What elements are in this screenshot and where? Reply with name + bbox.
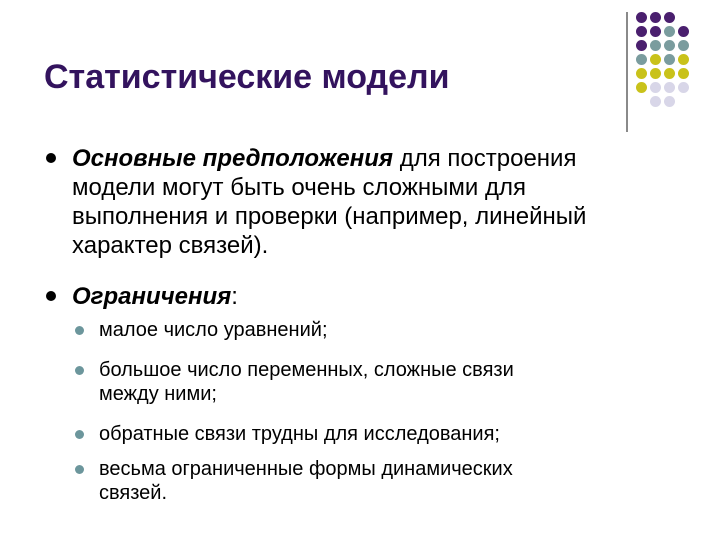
decorative-dot bbox=[636, 12, 647, 23]
sub-bullet-dot bbox=[75, 366, 84, 375]
bullet-item-assumptions bbox=[72, 144, 712, 260]
decorative-dot bbox=[664, 96, 675, 107]
sub-bullet-item bbox=[99, 422, 689, 446]
decorative-dot bbox=[664, 40, 675, 51]
sub-bullet-item bbox=[99, 318, 689, 342]
decorative-dot bbox=[678, 54, 689, 65]
decorative-dot bbox=[636, 26, 647, 37]
decorative-dot bbox=[650, 26, 661, 37]
decorative-dot bbox=[678, 40, 689, 51]
decorative-dot bbox=[664, 82, 675, 93]
bullet-emphasis: Основные предположения bbox=[72, 145, 394, 172]
sub-bullet-dot bbox=[75, 430, 84, 439]
decorative-dot bbox=[636, 82, 647, 93]
bullet-line: характер связей). bbox=[72, 232, 269, 259]
bullet-line: модели могут быть очень сложными для bbox=[72, 174, 526, 201]
sub-bullet-line: обратные связи трудны для исследования; bbox=[99, 423, 500, 445]
decorative-dot bbox=[650, 68, 661, 79]
decorative-dot bbox=[650, 96, 661, 107]
decorative-dot bbox=[678, 26, 689, 37]
decorative-dot bbox=[664, 12, 675, 23]
decorative-dot bbox=[664, 68, 675, 79]
sub-bullet-item bbox=[99, 457, 689, 505]
sub-bullet-item bbox=[99, 358, 689, 406]
bullet-dot bbox=[46, 291, 56, 301]
decorative-dot bbox=[636, 40, 647, 51]
sub-bullet-dot bbox=[75, 465, 84, 474]
bullet-text: для построения bbox=[399, 145, 577, 172]
sub-bullet-dot bbox=[75, 326, 84, 335]
decorative-divider-line bbox=[626, 12, 628, 132]
sub-bullet-line: связей. bbox=[99, 482, 168, 504]
decorative-dot bbox=[636, 54, 647, 65]
bullet-line bbox=[72, 282, 712, 311]
sub-bullet-line: малое число уравнений; bbox=[99, 319, 328, 341]
decorative-dot bbox=[650, 40, 661, 51]
sub-bullet-line: между ними; bbox=[99, 383, 217, 405]
sub-bullet-line: весьма ограниченные формы динамических bbox=[99, 458, 513, 480]
bullet-line bbox=[72, 144, 712, 173]
decorative-dot bbox=[664, 54, 675, 65]
decorative-dot bbox=[650, 12, 661, 23]
bullet-emphasis: Ограничения bbox=[72, 283, 232, 310]
slide-title: Статистические модели bbox=[44, 58, 450, 96]
decorative-dot bbox=[650, 82, 661, 93]
bullet-line: выполнения и проверки (например, линейный bbox=[72, 203, 587, 230]
decorative-dot bbox=[650, 54, 661, 65]
bullet-dot bbox=[46, 153, 56, 163]
bullet-suffix: : bbox=[231, 283, 238, 310]
decorative-dot bbox=[636, 68, 647, 79]
decorative-dot bbox=[664, 26, 675, 37]
bullet-item-limitations bbox=[72, 282, 712, 311]
decorative-dot bbox=[678, 68, 689, 79]
sub-bullet-line: большое число переменных, сложные связи bbox=[99, 359, 514, 381]
decorative-dot bbox=[678, 82, 689, 93]
